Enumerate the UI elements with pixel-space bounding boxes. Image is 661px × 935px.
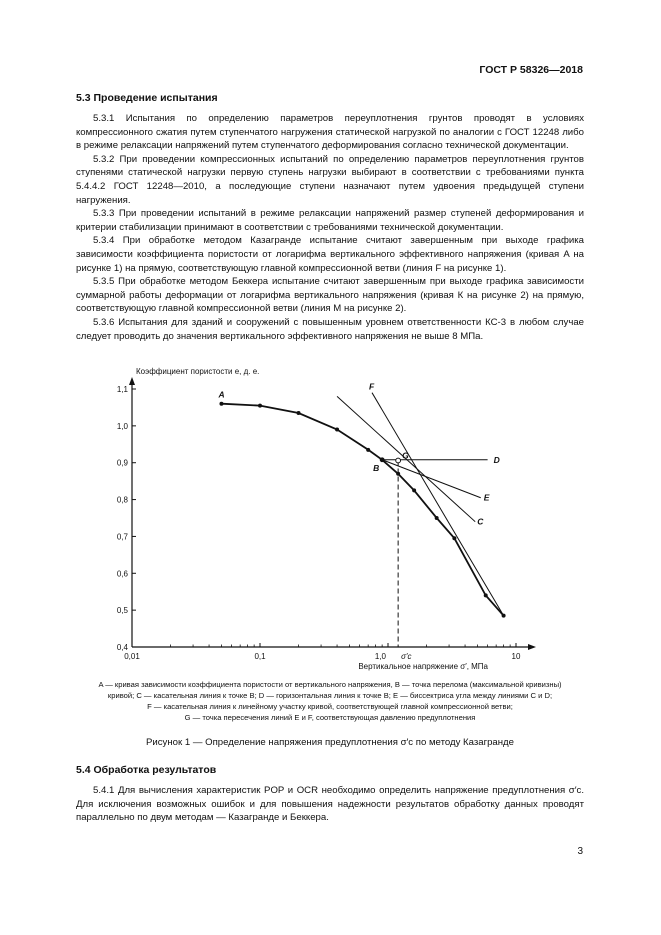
data-point: [452, 536, 456, 540]
label-a: A: [218, 389, 225, 400]
paragraph: 5.4.1 Для вычисления характеристик POP и OCR необходимо определить напряжение предуплотнения σ′c. Для исключения возможных ошибок и для повышения надежности результатов обработку данных проводят параллельно по двум методам — Казагранде и Беккера.: [76, 785, 584, 824]
data-point: [258, 404, 262, 408]
label-f: F: [369, 381, 375, 392]
point-g: [396, 458, 401, 463]
page-content: [76, 92, 584, 825]
data-point: [484, 593, 488, 597]
data-point: [396, 472, 400, 476]
line-e: [382, 460, 481, 498]
legend-line: кривой; C — касательная линия к точке B; D — горизонтальная линия к точке B; E — биссектриса угла между линиями C и D;: [107, 691, 553, 701]
figure-caption: Рисунок 1 — Определение напряжения предуплотнения σ′c по методу Казагранде: [146, 737, 514, 749]
data-point: [502, 614, 506, 618]
data-point: [297, 411, 301, 415]
data-point: [412, 488, 416, 492]
y-tick-label: 1,1: [116, 385, 128, 395]
paragraph: 5.3.3 При проведении испытаний в режиме релаксации напряжений размер ступеней деформирования и критерии стабилизации принимают в соответствии с требованиями технической документации.: [76, 208, 584, 233]
line-f: [372, 393, 504, 616]
y-tick-label: 0,9: [116, 458, 128, 468]
page-number: 3: [577, 846, 583, 857]
y-tick-label: 0,5: [116, 606, 128, 616]
paragraph: 5.3.2 При проведении компрессионных испытаний по определению параметров переуплотнения грунтов ступенями статической нагрузки первую ступень нагрузки выбирают в соответствии с требованиями пункта 5.4.4.2 ГОСТ 12248—2010, а последующие ступени назначают путем удвоения предыдущей ступени нагружения.: [76, 153, 584, 206]
label-d: D: [493, 454, 500, 465]
label-e: E: [483, 492, 490, 503]
data-point: [366, 448, 370, 452]
figure: [76, 357, 584, 675]
section-title: 5.4 Обработка результатов: [76, 764, 217, 777]
data-point: [219, 402, 223, 406]
label-c: C: [477, 516, 484, 527]
y-tick-label: 0,7: [116, 532, 128, 542]
x-axis-label: Вертикальное напряжение σ′, МПа: [358, 662, 488, 672]
section-title: 5.3 Проведение испытания: [76, 92, 218, 104]
legend-line: G — точка пересечения линий E и F, соответствующая давлению предуплотнения: [184, 713, 476, 723]
sigma-c-label: σ′c: [401, 652, 412, 662]
legend-line: A — кривая зависимости коэффициента пористости от вертикального напряжения, B — точка перелома (максимальной кривизны): [98, 680, 562, 690]
y-axis-arrow: [129, 377, 135, 385]
x-tick-label: 0,1: [254, 652, 266, 662]
y-tick-label: 0,4: [116, 643, 128, 653]
figure-legend: [76, 679, 584, 723]
x-tick-label: 1,0: [374, 652, 386, 662]
data-point: [335, 428, 339, 432]
x-axis-arrow: [528, 644, 536, 650]
legend-line: F — касательная линия к линейному участку кривой, соответствующей главной компрессионной ветви;: [147, 702, 513, 712]
x-tick-label: 10: [511, 652, 521, 662]
point-b: [380, 457, 385, 462]
paragraph: 5.3.5 При обработке методом Беккера испытание считают завершенным при выходе графика зависимости суммарной работы деформации от логарифма вертикального напряжения (кривая К на рисунке 2) на прямую, соответствующую главной компрессионной ветви (линия М на рисунке 2).: [76, 276, 584, 315]
x-tick-label: 0,01: [124, 652, 140, 662]
paragraph: 5.3.4 При обработке методом Казагранде испытание считают завершенным при выходе графика зависимости коэффициента пористости от логарифма вертикального эффективного напряжения (кривая A на рисунке 1) на прямую, соответствующую главной компрессионной ветви (линия F на рисунке 1).: [76, 235, 584, 274]
paragraph: 5.3.6 Испытания для зданий и сооружений с повышенным уровнем ответственности КС-3 в любом случае следует проводить до значения вертикального эффективного напряжения не выше 8 МПа.: [76, 316, 584, 342]
casagrande-chart: [76, 357, 584, 675]
y-axis-label: Коэффициент пористости e, д. е.: [136, 367, 260, 377]
y-tick-label: 1,0: [116, 421, 128, 431]
label-g: G: [402, 450, 409, 461]
label-b: B: [373, 462, 380, 473]
document-header: ГОСТ Р 58326—2018: [479, 64, 583, 76]
y-tick-label: 0,8: [116, 495, 128, 505]
data-point: [435, 516, 439, 520]
paragraph: 5.3.1 Испытания по определению параметров переуплотнения грунтов проводят в условиях компрессионного сжатия путем ступенчатого нагружения статической нагрузкой по аналогии с ГОСТ 12248 либо в режиме релаксации напряжений путем ступенчатого деформирования согласно технической документации.: [76, 113, 584, 152]
y-tick-label: 0,6: [116, 569, 128, 579]
